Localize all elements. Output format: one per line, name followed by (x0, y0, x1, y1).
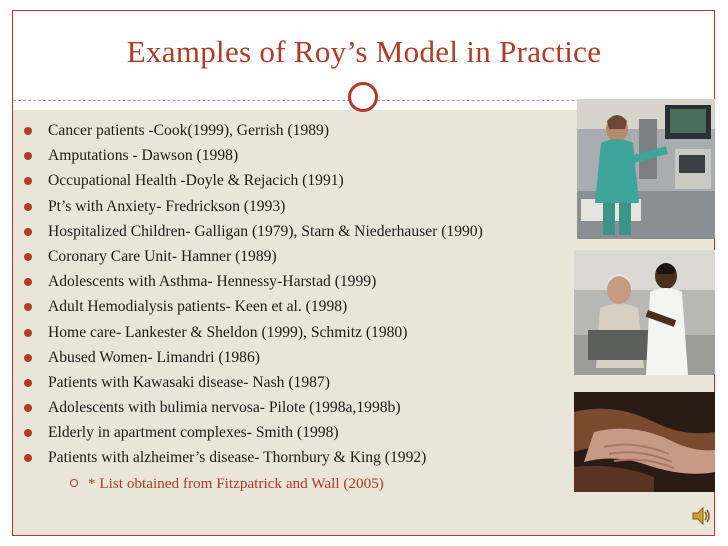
bullet-icon (24, 379, 32, 387)
slide-title: Examples of Roy’s Model in Practice (126, 34, 602, 69)
bullet-icon (24, 228, 32, 236)
bullet-list (24, 118, 483, 471)
list-item (24, 345, 483, 370)
list-item-text: Adolescents with Asthma- Hennessy-Harstad (1999) (48, 273, 377, 291)
list-item-text: Patients with alzheimer’s disease- Thornbury & King (1992) (48, 449, 427, 467)
bullet-icon (24, 127, 32, 135)
speaker-icon[interactable] (690, 505, 712, 527)
ring-ornament-icon (348, 82, 378, 112)
bullet-icon (24, 177, 32, 185)
source-note-text: * List obtained from Fitzpatrick and Wall (2005) (88, 475, 384, 492)
list-item-text: Cancer patients -Cook(1999), Gerrish (1989) (48, 122, 330, 139)
bullet-icon (24, 429, 32, 437)
list-item-text: Adult Hemodialysis patients- Keen et al. (1998) (48, 298, 348, 316)
list-item-text: Occupational Health -Doyle & Rejacich (1991) (48, 172, 344, 190)
list-item-text: Patients with Kawasaki disease- Nash (1987) (48, 373, 330, 391)
bullet-icon (24, 303, 32, 311)
bullet-icon (24, 203, 32, 211)
holding-hands-photo (574, 392, 715, 492)
list-item (24, 194, 483, 219)
list-item (24, 143, 483, 168)
list-item (24, 244, 483, 269)
bullet-icon (24, 454, 32, 462)
list-item (24, 445, 483, 470)
nurse-elderly-woman-photo (574, 250, 715, 375)
list-item (24, 370, 483, 395)
list-item (24, 395, 483, 420)
bullet-icon (24, 152, 32, 160)
list-item (24, 269, 483, 294)
list-item (24, 294, 483, 319)
source-note (70, 472, 384, 496)
list-item-text: Adolescents with bulimia nervosa- Pilote (1998a,1998b) (48, 399, 401, 417)
list-item-text: Home care- Lankester & Sheldon (1999), Schmitz (1980) (48, 323, 408, 341)
list-item-text: Hospitalized Children- Galligan (1979), Starn & Niederhauser (1990) (48, 222, 483, 240)
list-item (24, 168, 483, 193)
list-item-text: Coronary Care Unit- Hamner (1989) (48, 247, 277, 265)
bullet-icon (24, 253, 32, 261)
hollow-bullet-icon (70, 479, 78, 487)
bullet-icon (24, 404, 32, 412)
bullet-icon (24, 278, 32, 286)
bullet-icon (24, 354, 32, 362)
bullet-icon (24, 329, 32, 337)
list-item (24, 320, 483, 345)
nurse-bedside-photo (577, 99, 715, 239)
list-item (24, 420, 483, 445)
list-item-text: Pt’s with Anxiety- Fredrickson (1993) (48, 197, 286, 215)
list-item-text: Elderly in apartment complexes- Smith (1998) (48, 424, 339, 442)
list-item-text: Abused Women- Limandri (1986) (48, 348, 260, 366)
list-item (24, 118, 483, 143)
list-item-text: Amputations - Dawson (1998) (48, 147, 239, 165)
list-item (24, 219, 483, 244)
